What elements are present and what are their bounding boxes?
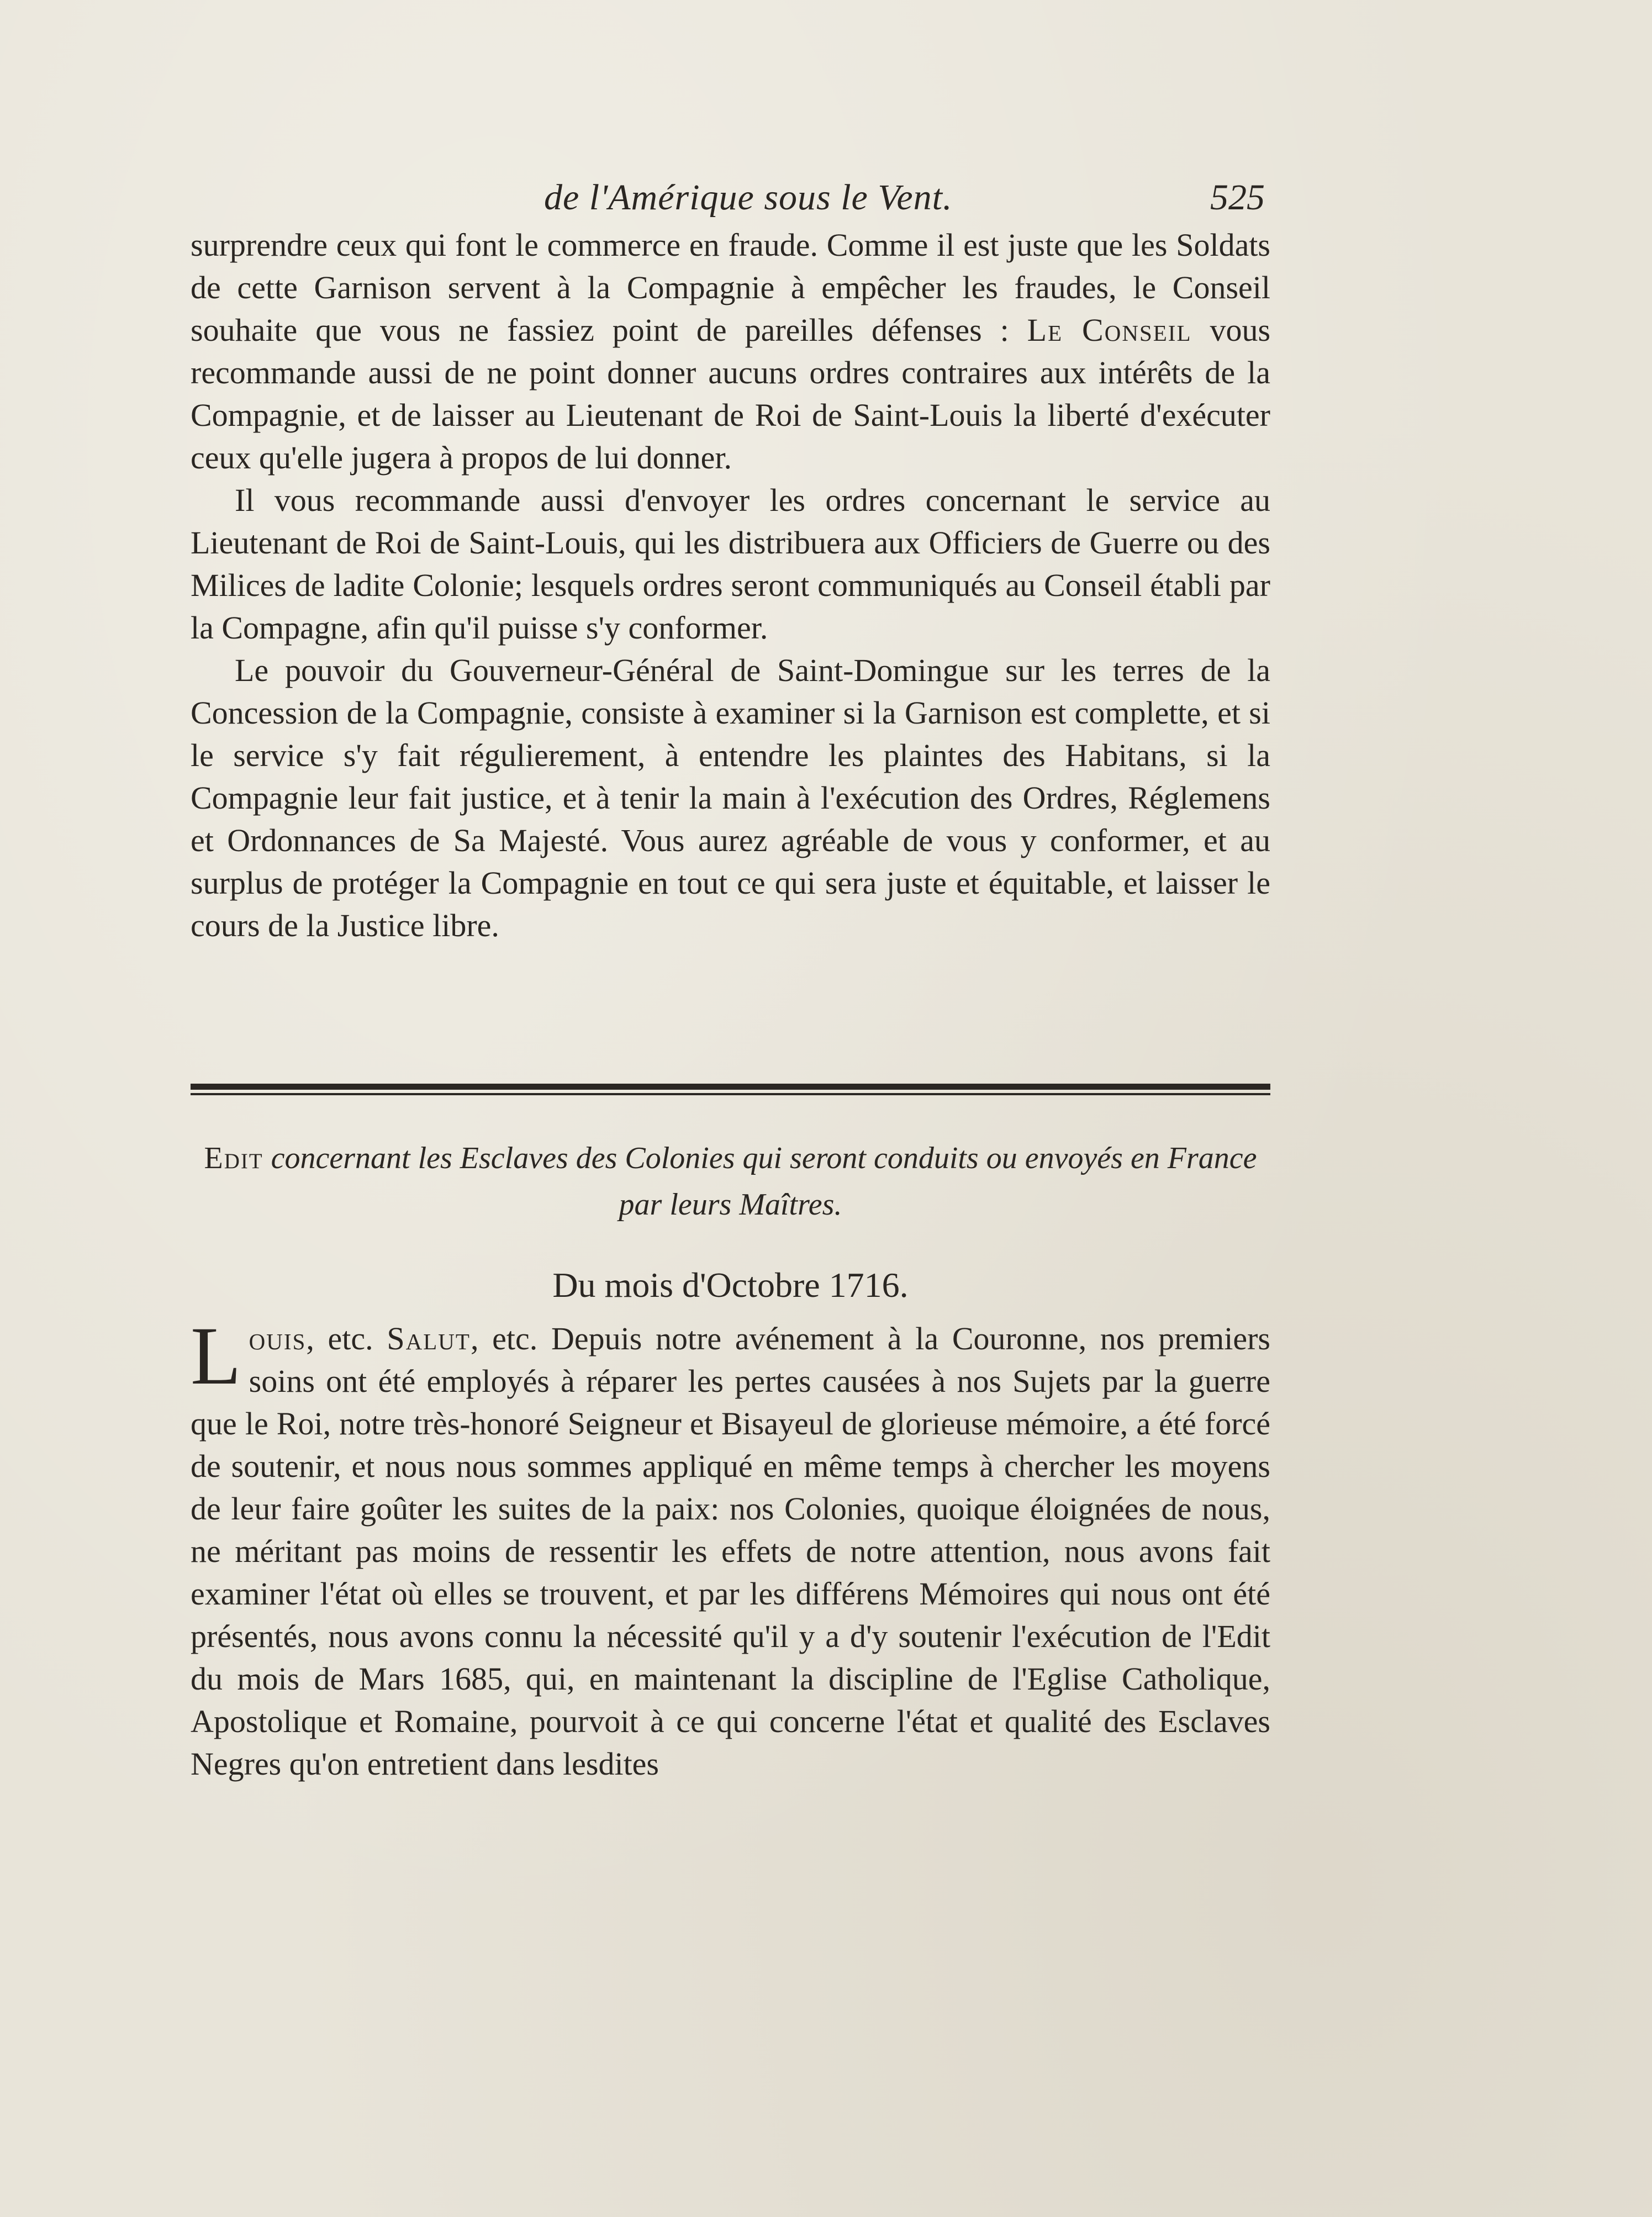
section-divider-rule [191, 1084, 1270, 1098]
running-head [191, 171, 1270, 226]
section-instructions [191, 224, 1270, 947]
edict-body [191, 1310, 1270, 1785]
paragraph-1 [191, 224, 1270, 479]
salut-word: Salut [387, 1321, 471, 1356]
running-title: de l'Amérique sous le Vent. [544, 177, 953, 218]
paragraph-3: Le pouvoir du Gouverneur-Général de Saint-Domingue sur les terres de la Concession de la Compagnie, consiste à examiner si la Garnison est complette, et si le service s'y fait régulierement, à entendre les plaintes des Habitans, si la Compagnie leur fait justice, et à tenir la main à l'exécution des Ordres, Réglemens et Ordonnances de Sa Majesté. Vous aurez agréable de vous y conformer, et au surplus de protéger la Compagnie en tout ce qui sera juste et équitable, et laisser le cours de la Justice libre. [191, 652, 1270, 943]
edict-body-paragraph: Louis, etc. Salut, etc. Depuis notre avénement à la Couronne, nos premiers soins ont été employés à réparer les pertes causées à nos Sujets par la guerre que le Roi, notre très-honoré Seigneur et Bisayeul de glorieuse mémoire, a été forcé de soutenir, et nous nous sommes appliqué en même temps à chercher les moyens de leur faire goûter les suites de la paix: nos Colonies, quoique éloignées de nous, ne méritant pas moins de ressentir les effets de notre attention, nous avons fait examiner l'état où elles se trouvent, et par les différens Mémoires qui nous ont été présentés, nous avons connu la nécessité qu'il y a d'y soutenir l'exécution de l'Edit du mois de Mars 1685, qui, en maintenant la discipline de l'Eglise Catholique, Apostolique et Romaine, pourvoit à ce qui concerne l'état et qualité des Esclaves Negres qu'on entretient dans lesdites [191, 1310, 1270, 1782]
paragraph-1-part-1: surprendre ceux qui font le commerce en fraude. Comme il est juste que les Soldats de cette Garnison servent à la Compagnie à empêcher les fraudes, le Conseil souhaite que vous ne fassiez point de pareilles défenses : [191, 227, 1270, 348]
edict-title-rest: concernant les Esclaves des Colonies qui seront conduits ou envoyés en France par leurs Maîtres. [271, 1141, 1257, 1222]
drop-cap: L [191, 1310, 241, 1402]
divider-thin-line [191, 1093, 1270, 1095]
paragraph-1-part-3: vous recommande aussi de ne point donner aucuns ordres contraires aux intérêts de la Compagnie, et de laisser au Lieutenant de Roi de Saint-Louis la liberté d'exécuter ceux qu'elle jugera à propos de lui donner. [191, 312, 1271, 476]
edict-title-word: Edit [204, 1141, 263, 1175]
page-number: 525 [1210, 177, 1265, 218]
edict-title [191, 1135, 1270, 1228]
show-through-text [1519, 11, 1630, 155]
opening-word: ouis [249, 1321, 307, 1356]
paragraph-2: Il vous recommande aussi d'envoyer les ordres concernant le service au Lieutenant de Roi de Saint-Louis, qui les distribuera aux Officiers de Guerre ou des Milices de ladite Colonie; lesquels ordres seront communiqués au Conseil établi par la Compagne, afin qu'il puisse s'y conformer. [191, 482, 1270, 646]
divider-thick-line [191, 1084, 1270, 1090]
edict-body-text: Depuis notre avénement à la Couronne, nos premiers soins ont été employés à réparer les pertes causées à nos Sujets par la guerre que le Roi, notre très-honoré Seigneur et Bisayeul de glorieuse mémoire, a été forcé de soutenir, et nous nous sommes appliqué en même temps à chercher les moyens de leur faire goûter les suites de la paix: nos Colonies, quoique éloignées de nous, ne méritant pas moins de ressentir les effets de notre attention, nous avons fait examiner l'état où elles se trouvent, et par les différens Mémoires qui nous ont été présentés, nous avons connu la nécessité qu'il y a d'y soutenir l'exécution de l'Edit du mois de Mars 1685, qui, en maintenant la discipline de l'Eglise Catholique, Apostolique et Romaine, pourvoit à ce qui concerne l'état et qualité des Esclaves Negres qu'on entretient dans lesdites [191, 1321, 1270, 1782]
edict-date: Du mois d'Octobre 1716. [552, 1265, 909, 1305]
le-conseil-smallcaps: Le Conseil [1027, 312, 1192, 348]
